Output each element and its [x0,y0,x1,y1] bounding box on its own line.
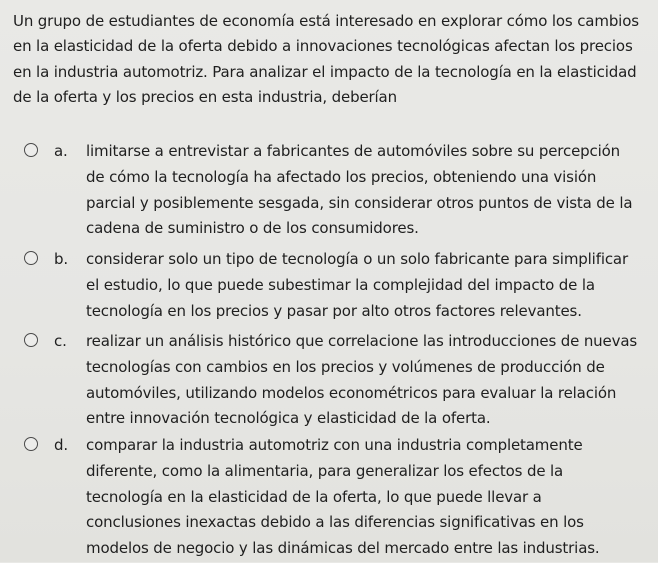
radio-button-a[interactable] [24,143,38,157]
radio-button-b[interactable] [24,251,38,265]
option-letter-a: a. [54,142,68,160]
option-a[interactable] [0,139,638,247]
option-text-a: limitarse a entrevistar a fabricantes de automóviles sobre su percepción de cómo la tecnología ha afectado los precios, obteniendo una visión parcial y posiblemente sesgada, sin considerar otros puntos de vista de la cadena de suministro o de los consumidores. [86,142,633,238]
option-d[interactable] [0,433,638,563]
option-text-c: realizar un análisis histórico que correlacione las introducciones de nuevas tecnologías con cambios en los precios y volúmenes de producción de automóviles, utilizando modelos econométricos para evaluar la relación entre innovación tecnológica y elasticidad de la oferta. [86,332,638,428]
radio-button-c[interactable] [24,333,38,347]
option-letter-d: d. [54,436,68,454]
option-letter-c: c. [54,332,67,350]
option-b[interactable] [0,247,638,329]
radio-button-d[interactable] [24,437,38,451]
option-text-d: comparar la industria automotriz con una industria completamente diferente, como la alimentaria, para generalizar los efectos de la tecnología en la elasticidad de la oferta, lo que puede llevar a conclusiones inexactas debido a las diferencias significativas en los modelos de negocio y las dinámicas del mercado entre las industrias. [86,436,600,558]
option-c[interactable] [0,329,638,433]
option-text-b: considerar solo un tipo de tecnología o un solo fabricante para simplificar el estudio, lo que puede subestimar la complejidad del impacto de la tecnología en los precios y pasar por alto otros factores relevantes. [86,250,628,320]
option-letter-b: b. [54,250,68,268]
answer-options [0,139,658,563]
question-text: Un grupo de estudiantes de economía está interesado en explorar cómo los cambios en la elasticidad de la oferta debido a innovaciones tecnológicas afectan los precios en la industria automotriz. Para analizar el impacto de la tecnología en la elasticidad de la oferta y los precios en esta industria, deberían [13,12,639,106]
